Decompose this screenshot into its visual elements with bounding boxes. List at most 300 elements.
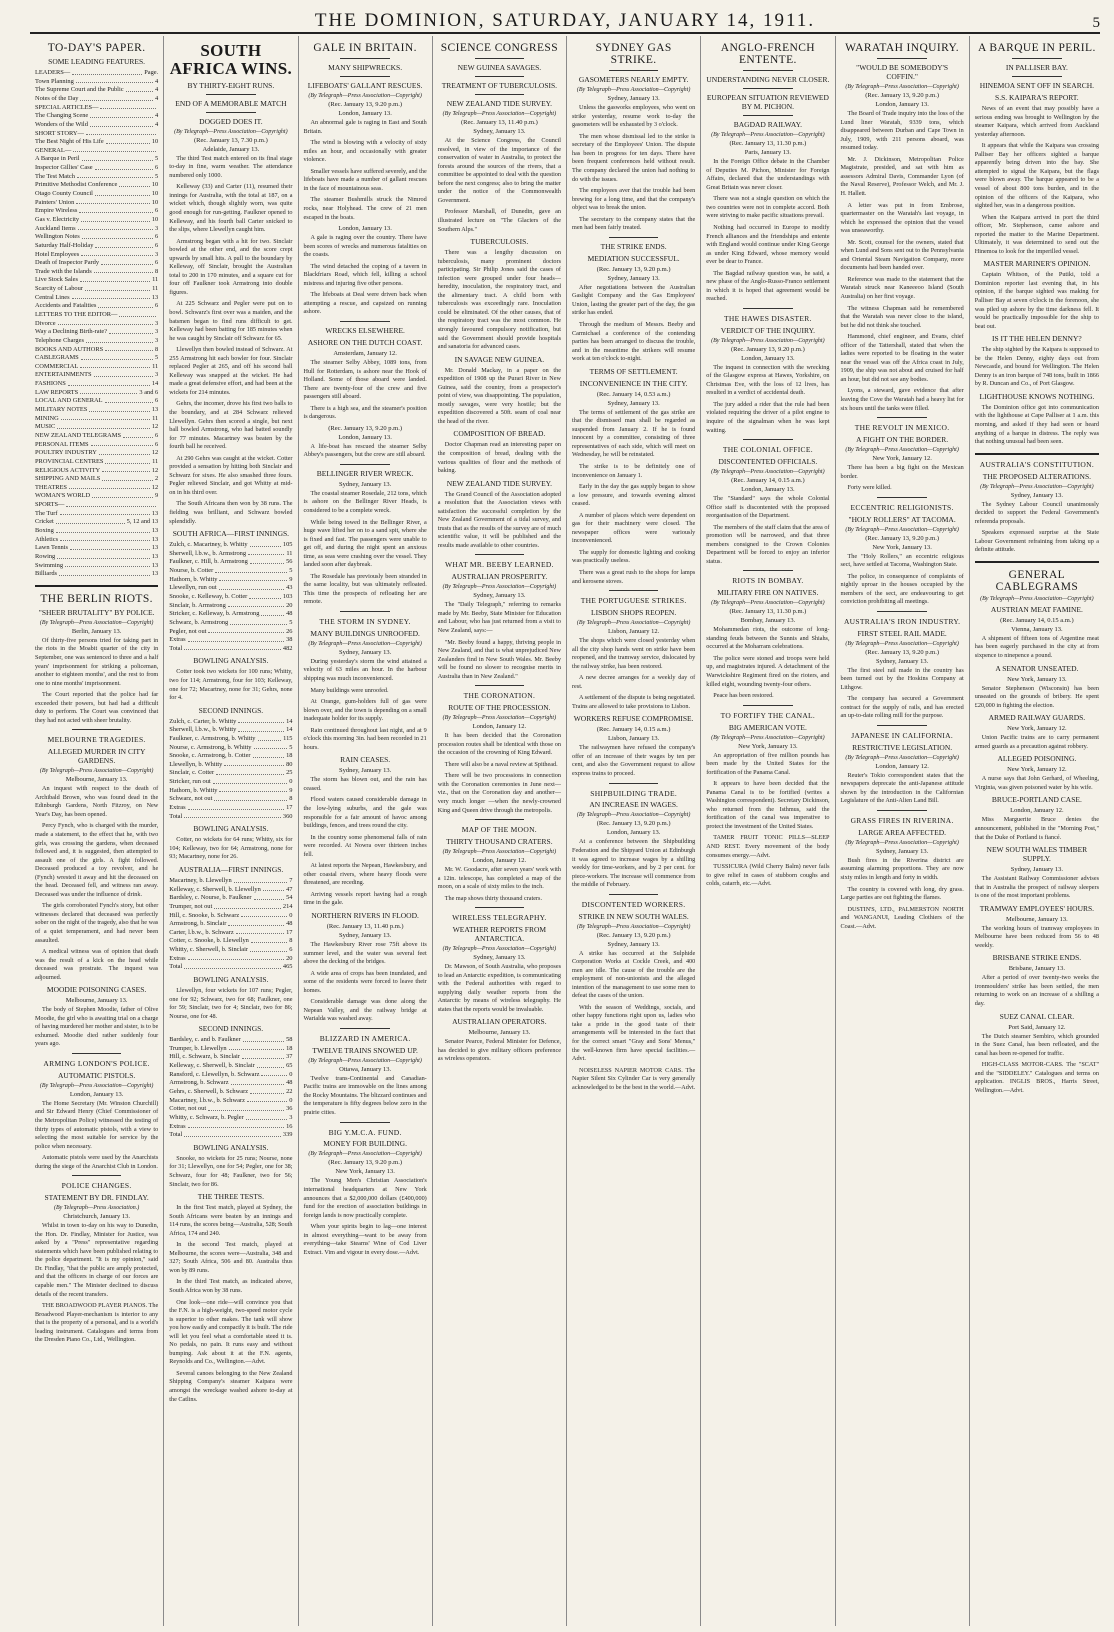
index-row	[35, 570, 158, 579]
newspaper-title: THE DOMINION, SATURDAY, JANUARY 14, 1911.	[314, 10, 816, 31]
subheadline: TRAMWAY EMPLOYEES' HOURS.	[979, 903, 1095, 913]
leader-dots	[238, 718, 284, 724]
index-label: Total	[169, 963, 183, 971]
index-value: 10	[151, 190, 159, 198]
dateline: (Rec. January 14, 0.53 a.m.)	[596, 390, 671, 398]
leader-dots	[95, 190, 150, 196]
dateline: (Rec. January 13, 11.40 p.m.)	[460, 119, 538, 127]
leader-dots	[60, 536, 150, 542]
index-value: 80	[286, 760, 293, 768]
article-paragraph: The Hawkesbury River rose 75ft above its summer level, and the water was several feet above the decking of the bridges.	[303, 941, 427, 966]
divider-rule	[72, 729, 121, 730]
column-1	[30, 36, 164, 1626]
subheadline: SOUTH AFRICA—FIRST INNINGS.	[172, 529, 290, 539]
dateline: (Rec. January 13, 11.30 p.m.)	[729, 140, 807, 148]
article-paragraph: The body of Stephen Moodie, father of Olive Moodie, the girl who is awaiting trial on a charge of having murdered her mother and sister, is to be exhumed. Moodie died rather suddenly four years ago.	[35, 1006, 159, 1048]
dateline: Sydney, January 13.	[1010, 491, 1064, 499]
article-paragraph: Percy Fynch, who is charged with the murder, made a statement, to the effect that he, with two girls, was crossing the gardens, when deceased followed and, it is suggested, then attempted to assault one of the girls. A fight followed. Deceased produced a toy revolver, and he (Fynch) wrested it away and hit the deceased on the head. Deceased fell, and witness ran away. Deceased was under the influence of drink.	[35, 822, 159, 898]
index-label: Hill, c. Snooke, b. Schwarz	[169, 911, 240, 919]
article-paragraph: Mr. Scott, counsel for the owners, stated that when Lund and Sons sent out to the Pennsylvania and Oriental Steam Navigation Company, more documents had been handed over.	[840, 238, 964, 272]
wire-credit: (By Telegraph—Press Association—Copyright)	[174, 128, 288, 135]
index-label: CABLEGRAMS	[35, 354, 79, 362]
subheadline: LISBON SHOPS REOPEN.	[591, 607, 677, 617]
subheadline: GASOMETERS NEARLY EMPTY.	[578, 75, 689, 85]
leader-dots	[251, 937, 287, 943]
index-value: 339	[282, 1131, 293, 1139]
leader-dots	[100, 104, 156, 110]
divider-rule	[1012, 58, 1062, 59]
wire-credit: (By Telegraph—Press Association—Copyright)	[308, 93, 422, 100]
article-paragraph: Cotter took two wickets for 100 runs; Whitty, two for 114; Armstrong, four for 103; Kelleway, one for 72; Macartney, none for 31; Gehrs, none for 4.	[169, 668, 293, 702]
subheadline: NEW ZEALAND TIDE SURVEY.	[446, 478, 552, 488]
index-label: Hill, c. Schwarz, b. Sinclair	[169, 1053, 240, 1061]
article-paragraph: The map shows thirty thousand craters.	[444, 894, 543, 902]
dateline: New York, January 13.	[1007, 675, 1067, 683]
index-value: 54	[286, 894, 293, 902]
article-paragraph: After negotiations between the Australian Gaslight Company and the Gas Employees' Union, lasting the greater part of the day, the gas strike has ended.	[572, 283, 696, 317]
index-row	[169, 1088, 292, 1097]
index-row	[169, 894, 292, 903]
index-label: Notes of the Day	[35, 94, 79, 102]
leader-dots	[81, 354, 153, 360]
dateline: Sydney, January 13.	[1010, 866, 1064, 874]
subheadline: END OF A MEMORABLE MATCH	[175, 98, 287, 108]
index-row	[35, 501, 158, 510]
article-paragraph: It appears that while the Kaipara was crossing Palliser Bay her officers sighted a barque apparently being driven into the bay. She attempted to signal the Kaipara, but the flags were blown away. The barque appeared to be a vessel of about 800 tons burden, and in the opinion of the officers of the Kaipara, who sighted her, was in a dangerous position.	[974, 142, 1099, 210]
index-label: Armstrong, b. Sinclair	[169, 920, 227, 928]
article-paragraph: The girls corroborated Fynch's story, but other witnesses declared that deceased was perfectly sober on the night of the tragedy, also that he was of a quiet temperament, and had never been assaulted.	[35, 902, 159, 944]
article-paragraph: The witness Chapman said he remembered that the Waratah was never close to the island, but he did not think she touched.	[840, 304, 964, 329]
leader-dots	[238, 726, 284, 732]
article-paragraph: Snooke, no wickets for 25 runs; Nourse, none for 31; Llewellyn, one for 54; Pegler, one for 38; Schwarz, four for 48; Faulkner, two for 56; Sinclair, two for 86.	[169, 1154, 293, 1188]
leader-dots	[228, 602, 284, 608]
article-paragraph: The Grand Council of the Association adopted a resolution that the Association views with satisfaction the successful completion by the New Zealand Government of a tidal survey, and trusts that as the results of the survey are of much scientific value, it will be published and the results made available to other countries.	[437, 490, 561, 549]
leader-dots	[123, 432, 153, 438]
index-row	[35, 458, 158, 467]
index-row	[35, 216, 158, 225]
index-value: 11	[152, 285, 159, 293]
index-row	[169, 567, 292, 576]
leader-dots	[80, 276, 150, 282]
leader-dots	[119, 311, 156, 317]
index-value: 13	[151, 561, 159, 569]
index-row	[169, 726, 292, 735]
subheadline: BOWLING ANALYSIS.	[193, 1142, 269, 1152]
index-value: 11	[152, 276, 159, 284]
divider-rule	[975, 561, 1099, 563]
index-value: 8	[289, 795, 293, 803]
leader-dots	[208, 1105, 284, 1111]
index-value: 9	[155, 492, 159, 500]
leader-dots	[254, 744, 288, 750]
article-paragraph: Speakers expressed surprise at the State Labour Government refraining from taking up a definite attitude.	[974, 529, 1099, 554]
index-label: Telephone Charges	[35, 336, 84, 344]
wire-credit: (By Telegraph—Press Association—Copyright)	[442, 848, 557, 855]
dateline: Vienna, January 13.	[1011, 625, 1063, 633]
subheadline: "WOULD BE SOMEBODY'S COFFIN."	[856, 63, 949, 82]
dateline: Sydney, January 13.	[875, 657, 929, 665]
divider-rule	[609, 783, 658, 784]
leader-dots	[250, 946, 287, 952]
headline: SHIPBUILDING TRADE.	[590, 788, 678, 798]
index-row	[169, 1131, 292, 1140]
article-paragraph: Through the medium of Messrs. Beeby and Carmichael a conference of the contending parties has been arranged to discuss the trouble, and in the meantime the strikers will resume work at ten o'clock to-night.	[572, 320, 696, 363]
dateline: Lisbon, January 13.	[607, 735, 660, 743]
index-label: Saturday Half-Holiday	[35, 241, 94, 249]
article-paragraph: News of an event that may possibly have a serious ending was brought to Wellington by the steamer Kaipara, which arrived from Auckland yesterday afternoon.	[974, 105, 1099, 138]
index-label: Nourse, b. Cotter	[169, 567, 214, 575]
index-value: 16	[286, 1122, 293, 1130]
index-value: 13	[151, 406, 159, 414]
index-label: Cricket	[35, 518, 54, 526]
index-value: 10	[151, 138, 159, 146]
index-row	[35, 268, 158, 277]
dateline: Sydney, January 13.	[473, 128, 526, 136]
leader-dots	[231, 1079, 285, 1085]
subheadline: A FIGHT ON THE BORDER.	[856, 434, 949, 444]
divider-rule	[475, 819, 524, 820]
index-value: 2	[155, 475, 159, 483]
article-paragraph: The inquest in connection with the wrecking of the Glasgow express at Hawes, Yorkshire, on Christmas Eve, with the loss of 12 lives, has resulted in a verdict of accidental death.	[706, 363, 830, 397]
subheadline: NORTHERN RIVERS IN FLOOD.	[311, 911, 419, 921]
headline: MELBOURNE TRAGEDIES.	[47, 735, 146, 745]
index-label: The Test Match	[35, 172, 75, 180]
index-label: Zulch, c. Macartney, b. Whitty	[169, 541, 248, 549]
dateline: Sydney, January 13.	[473, 954, 526, 962]
index-row	[169, 558, 292, 567]
index-row	[169, 937, 292, 946]
headline: BIG Y.M.C.A. FUND.	[328, 1127, 402, 1137]
subheadline: UNDERSTANDING NEVER CLOSER.	[706, 75, 830, 85]
wire-credit: (By Telegraph—Press Association—Copyright)	[711, 734, 825, 741]
index-label: Total	[169, 644, 183, 652]
index-row	[169, 541, 292, 550]
index-label: Kelleway, c. Sherwell, b. Sinclair	[169, 1062, 255, 1070]
dateline: London, January 12.	[472, 723, 527, 731]
index-label: Live Stock Sales	[35, 276, 78, 284]
leader-dots	[248, 550, 284, 556]
article-paragraph: An appropriation of five million pounds has been made by the United States for the fortification of the Panama Canal.	[706, 751, 830, 776]
subheadline: A SENATOR UNSEATED.	[995, 663, 1079, 673]
article-paragraph: Professor Marshall, of Dunedin, gave an illustrated lecture on "The Glaciers of the Southern Alps."	[437, 208, 561, 233]
headline: THE BERLIN RIOTS.	[40, 592, 153, 605]
dateline: Sydney, January 13.	[875, 847, 929, 855]
index-value: 37	[286, 1053, 293, 1061]
article-paragraph: Armstrong began with a hit for two. Sinclair bowled at the other end, and the score crept upwards by small hits. A pull to the boundary by Kelleway, off Sinclair, brought the Australian total to 200 in 170 minutes, and a square cut for four off Faulkner took Armstrong into double figures.	[169, 237, 293, 296]
leader-dots	[106, 138, 150, 144]
index-row	[35, 371, 158, 380]
headline: ARMING LONDON'S POLICE.	[43, 1059, 150, 1069]
article-paragraph: The storm has blown out, and the rain has ceased.	[303, 776, 427, 792]
article-paragraph: DUSTIN'S, LTD., PALMERSTON NORTH and WANGANUI, Leading Clothiers of the Coast.—Advt.	[840, 905, 964, 930]
index-label: Swimming	[35, 561, 64, 569]
subheadline: SECOND INNINGS.	[198, 705, 264, 715]
index-label: NEW ZEALAND TELEGRAMS	[35, 431, 122, 439]
leader-dots	[109, 328, 153, 334]
index-label: Carter, l.b.w., b. Schwarz	[169, 928, 234, 936]
index-value: 38	[286, 636, 293, 644]
article-paragraph: The employees aver that the trouble had been brewing for a long time, and that the company's object was to break the union.	[572, 187, 696, 212]
subheadline: NEW ZEALAND TIDE SURVEY.	[446, 99, 552, 109]
index-row	[169, 1105, 292, 1114]
leader-dots	[224, 761, 284, 767]
index-value: 5	[155, 172, 159, 180]
article-paragraph: Mr. Donald Mackay, in a paper on the expedition of 1908 up the Purari River in New Guinea, said the country, from a prospector's point of view, was disappointing. The population, mostly savages, were very hostile; but the expedition discovered a 50ft. seam of coal near the head of the river.	[437, 366, 561, 425]
leader-dots	[229, 1045, 284, 1051]
divider-rule	[609, 590, 658, 591]
dateline: London, January 13.	[338, 110, 392, 118]
headline: THE COLONIAL OFFICE.	[722, 445, 813, 455]
leader-dots	[214, 903, 281, 909]
index-label: Hathorn, b. Whitty	[169, 786, 218, 794]
subheadline: THIRTY THOUSAND CRATERS.	[446, 836, 553, 846]
index-row	[169, 1097, 292, 1106]
dateline: (Rec. January 13, 9.20 p.m.)	[328, 424, 403, 432]
leader-dots	[219, 576, 287, 582]
wire-credit: (By Telegraph—Press Association—Copyright)	[845, 446, 959, 453]
dateline: Christchurch, January 13.	[63, 1213, 131, 1221]
index-value: 13	[151, 509, 159, 517]
index-value: 48	[286, 1079, 293, 1087]
article-paragraph: The wind detached the coping of a tavern in Blackfriars Road, which fell, killing a school mistress and injuring five other persons.	[303, 262, 427, 287]
index-value: 5	[289, 567, 293, 575]
index-value: 9	[289, 575, 293, 583]
leader-dots	[72, 294, 150, 300]
divider-rule	[340, 464, 389, 465]
index-label: Pegler, not out	[169, 627, 207, 635]
index-row	[169, 795, 292, 804]
headline: TO FORTIFY THE CANAL.	[720, 710, 816, 720]
subheadline: LIGHTHOUSE KNOWS NOTHING.	[979, 391, 1095, 401]
index-label: Faulkner, c. Hill, b. Armstrong	[169, 558, 248, 566]
article-paragraph: In the third Test match, as indicated above, South Africa won by 38 runs.	[169, 1278, 293, 1294]
article-paragraph: The lifeboats at Deal were driven back when attempting a rescue, and capsized on running ashore.	[303, 291, 427, 316]
index-value: 103	[282, 592, 293, 600]
index-label: Hathorn, b. Whitty	[169, 575, 218, 583]
index-row	[169, 718, 292, 727]
index-label: MINING	[35, 414, 59, 422]
article-paragraph: At the Science Congress, the Council resolved, in view of the importance of the conservation of water in Australia, to protect the forests around the sources of the rivers, that a committee be appointed to deal with the question before the next congress; also to bring the matter under the notice of the Commonwealth Government.	[437, 137, 561, 204]
leader-dots	[58, 320, 153, 326]
article-paragraph: There was a lengthy discussion on tuberculosis, many prominent doctors participating. Sir Philip Jones said the cases of infection were grouped under four heads—heredity, inoculation, the respiratory tract, and the alimentary tract. A child born with tuberculosis was exceedingly rare. Inoculation could be eliminated. Of the other causes, that of the respiratory tract was the most common. He strongly favoured compulsory notification, but said the Government should provide hospitals and sanatoria for advanced cases.	[437, 249, 561, 351]
index-row	[35, 112, 158, 121]
index-row	[35, 233, 158, 242]
index-label: Schwarz, b. Armstrong	[169, 618, 229, 626]
index-value: 48	[286, 610, 293, 618]
subheadline: MANY SHIPWRECKS.	[328, 63, 403, 73]
leader-dots	[81, 251, 153, 257]
article-paragraph: The Dutch steamer Sembiro, which grounded in the Suez Canal, has been refloated, and the canal has been re-opened for traffic.	[974, 1032, 1099, 1057]
leader-dots	[261, 610, 284, 616]
subheadline: THE THREE TESTS.	[197, 1192, 264, 1202]
index-value: 47	[286, 885, 293, 893]
index-value: 20	[286, 954, 293, 962]
leader-dots	[230, 619, 287, 625]
subheadline: HINEMOA SENT OFF IN SEARCH.	[979, 81, 1094, 91]
article-paragraph: At Orange, gum-holders full of gas were blown over, and the town is depending on a small inadequate holder for its supply.	[303, 698, 427, 723]
divider-rule	[609, 894, 658, 895]
divider-rule	[743, 308, 792, 309]
index-value: 105	[282, 541, 293, 549]
article-paragraph: The Assistant Railway Commissioner advises that in Australia the prospect of railway sleepers is one of the most important problems.	[974, 875, 1099, 900]
headline: THE REVOLT IN MEXICO.	[854, 423, 950, 433]
dateline: London, January 13.	[741, 486, 795, 493]
wire-credit: (By Telegraph—Press Association—Copyright)	[39, 1082, 154, 1089]
index-row	[35, 190, 158, 199]
article-paragraph: At 225 Schwarz and Pegler were put on to bowl. Schwarz's first over was a maiden, and the batsmen began to find runs difficult to get. Kelleway had been batting for 185 minutes when he was caught by Sinclair off Schwarz for 65.	[169, 300, 293, 342]
article-paragraph: A settlement of the dispute is being negotiated. Trains are allowed to take provisions to Lisbon.	[572, 694, 696, 710]
index-row	[35, 86, 158, 95]
headline: SYDNEY GAS STRIKE.	[595, 42, 672, 67]
dateline: Melbourne, January 13.	[468, 1029, 531, 1037]
wire-credit: (By Telegraph—Press Association—Copyright)	[845, 84, 959, 91]
index-value: Page.	[144, 69, 159, 77]
index-row	[169, 912, 292, 921]
headline: WHAT MR. BEEBY LEARNED.	[444, 560, 554, 570]
subheadline: ARMED RAILWAY GUARDS.	[988, 713, 1086, 723]
headline: THE HAWES DISASTER.	[723, 313, 812, 323]
leader-dots	[94, 371, 153, 377]
index-value: 4	[155, 120, 159, 128]
dateline: Melbourne, January 13.	[1006, 915, 1068, 923]
index-row	[35, 406, 158, 415]
leader-dots	[246, 1114, 288, 1120]
index-value: 3	[155, 371, 159, 379]
article-paragraph: There was not a single question on which the two countries were not in complete accord. Both were striving to make pacific situations prevail.	[706, 195, 830, 220]
dateline: London, January 12.	[875, 762, 929, 770]
article-paragraph: Automatic pistols were used by the Anarchists during the siege of the Anarchist Club in London.	[35, 1154, 159, 1170]
index-row	[169, 576, 292, 585]
headline: ANGLO-FRENCH ENTENTE.	[720, 42, 815, 67]
subheadline: S.S. KAIPARA'S REPORT.	[995, 93, 1079, 103]
article-paragraph: A number of places which were dependent on gas for their machinery were closed. The newspaper offices were variously inconvenienced.	[572, 511, 696, 545]
article-paragraph: THE BROADWOOD PLAYER PIANOS. The Broadwood Player-mechanism is interior to any that is the property of a personal, and is a world's leading instrument. Catalogues and terms from the Dresden Piano Co., Ltd., Wellington.	[35, 1302, 159, 1344]
index-row	[35, 285, 158, 294]
index-label: Painters' Union	[35, 198, 75, 206]
subheadline: COMPOSITION OF BREAD.	[453, 429, 546, 439]
index-row	[35, 441, 158, 450]
article-paragraph: Cotter, no wickets for 64 runs; Whitty, six for 104; Kelleway, two for 64; Armstrong, none for 93; Macartney, none for 26.	[169, 836, 293, 861]
leader-dots	[254, 894, 285, 900]
article-paragraph: Nothing had occurred in Europe to modify French alliances and the friendships and entente with England would continue under King George as under King Edward, whose memory would ever be dear to France.	[706, 223, 830, 266]
leader-dots	[188, 636, 285, 642]
article-paragraph: The police were stoned and troops were held up, and magistrates injured. A detachment of the Warwickshire Regiment fired on the rioters, and killed eight, wounding twenty-four others.	[706, 654, 830, 688]
article-paragraph: The "Standard" says the whole Colonial Office staff is discontented with the proposed reorganisation of the Department.	[706, 495, 830, 520]
index-row	[169, 1123, 292, 1132]
index-row	[35, 363, 158, 372]
dateline: (Rec. January 13, 9.20 p.m.)	[328, 1159, 403, 1167]
dateline: (Rec. January 13, 9.20 p.m.)	[596, 820, 671, 828]
index-value: 6	[155, 397, 159, 405]
article-paragraph: NOISELESS NAPIER MOTOR CARS. The Napier Silent Six Cylinder Car is very generally acknowledged to be the best in the world.—Advt.	[572, 1066, 696, 1091]
headline: AUSTRALIA'S CONSTITUTION.	[979, 459, 1094, 469]
index-row	[35, 138, 158, 147]
article-paragraph: Reference was made to the statement that the Waratah struck near Kaneeeoo Island (South Australia) on her first voyage.	[840, 275, 964, 300]
article-paragraph: Senator Pearce, Federal Minister for Defence, has decided to give military officers preference as wireless operators.	[437, 1038, 561, 1063]
index-label: Whitty, c. Schwarz, b. Pegler	[169, 1113, 244, 1121]
article-paragraph: The Dominion office got into communication with the lighthouse at Cape Palliser at 1 a.m. this morning, and asked if they had seen or heard anything of a barque in distress. The reply was that nothing unusual had been seen.	[974, 403, 1099, 446]
dateline: London, January 13.	[741, 354, 795, 362]
index-row	[169, 628, 292, 637]
article-paragraph: A strike has occurred at the Sulphide Corporation Works at Cockle Creek, and 400 men are idle. The cause of the trouble are the employment of non-unionists and the alleged intention of the management to use some men to defeat the cases of the union.	[572, 949, 696, 1000]
article-paragraph: Llewellyn, four wickets for 107 runs; Pegler, one for 92; Schwarz, two for 68; Faulkner, one for 59; Sinclair, two for 4; Sinclair, two for 86; Nourse, one for 48.	[169, 987, 293, 1020]
leader-dots	[94, 268, 153, 274]
leader-dots	[76, 199, 150, 205]
leader-dots	[214, 795, 287, 801]
subheadline: BRUCE-PORTLAND CASE.	[991, 795, 1082, 805]
index-label: Zulch, c. Carter, b. Whitty	[169, 717, 237, 725]
article-paragraph: There has been a big fight on the Mexican border.	[840, 463, 964, 480]
leader-dots	[82, 233, 153, 239]
dateline: (Rec. January 13, 9.20 p.m.)	[865, 648, 940, 656]
leader-dots	[86, 130, 156, 136]
wire-credit: (By Telegraph—Press Association—Copyright)	[845, 526, 959, 533]
index-value: 3 and 6	[139, 388, 159, 396]
index-row	[35, 155, 158, 164]
leader-dots	[250, 1088, 284, 1094]
index-row	[35, 207, 158, 216]
article-paragraph: During yesterday's storm the wind attained a velocity of 63 miles an hour. In the harbour shipping was much inconvenienced.	[303, 657, 427, 682]
index-label: The Changing Scene	[35, 112, 89, 120]
index-row	[35, 121, 158, 130]
index-row	[169, 584, 292, 593]
article-paragraph: Early in the day the gas supply began to show a low pressure, and towards evening almost ceased.	[572, 483, 696, 508]
subheadline: RAIN CEASES.	[340, 755, 391, 765]
headline: JAPANESE IN CALIFORNIA.	[851, 730, 954, 740]
dateline: Berlin, January 13.	[71, 627, 122, 635]
index-label: Rowing	[35, 552, 56, 560]
index-label: Extras	[169, 804, 186, 812]
index-row	[169, 636, 292, 645]
leader-dots	[80, 95, 153, 101]
article-paragraph: The country is covered with long, dry grass. Large parties are out fighting the flames.	[840, 885, 964, 902]
index-row	[35, 389, 158, 398]
index-row	[169, 744, 292, 753]
index-row	[35, 518, 158, 527]
index-label: Athletics	[35, 535, 59, 543]
leader-dots	[228, 920, 284, 926]
subheadline: IN SAVAGE NEW GUINEA.	[454, 354, 545, 364]
article-paragraph: The Board of Trade inquiry into the loss of the Lund liner Waratah, 9339 tons, which disappeared between Durban and Cape Town in July, 1909, with 211 persons aboard, was resumed today.	[840, 110, 964, 152]
leader-dots	[184, 1131, 281, 1137]
subheadline: TWELVE TRAINS SNOWED UP.	[312, 1045, 418, 1055]
index-label: Primitive Methodist Conference	[35, 181, 118, 189]
leader-dots	[56, 527, 150, 533]
index-row	[35, 423, 158, 432]
index-row	[35, 69, 158, 78]
article-paragraph: In the first Test match, played at Sydney, the South Africans were beaten by an innings and 114 runs, the scores being—Australia, 528; South Africa, 174 and 240.	[169, 1204, 293, 1237]
subheadline: AUSTRALIAN PROSPERITY.	[451, 572, 548, 582]
leader-dots	[102, 467, 150, 473]
index-label: Sinclair, b. Armstrong	[169, 601, 226, 609]
headline: WARATAH INQUIRY.	[845, 42, 960, 54]
headline: ECCENTRIC RELIGIONISTS.	[850, 502, 954, 512]
leader-dots	[65, 562, 150, 568]
subheadline: RESTRICTIVE LEGISLATION.	[852, 742, 953, 752]
article-paragraph: With the season of Weddings, socials, and other happy functions right upon us, ladies who take a pride in the good taste of their arrangements will be interested in the fact that for the correct smart "Gray and Sons' Menus," the well-known firm have special facilities.—Advt.	[572, 1003, 696, 1063]
subheadline: ASHORE ON THE DUTCH COAST.	[307, 338, 423, 347]
article-paragraph: Reuter's Tokio correspondent states that the newspapers deprecate the anti-Japanese attitude shown by the introduction in the Californian Legislature of the Anti-Alien Land Bill.	[840, 771, 964, 805]
wire-credit: (By Telegraph—Press Association—Copyright)	[576, 923, 691, 930]
dateline: Brisbane, January 13.	[1008, 965, 1066, 973]
index-value: 8	[289, 937, 293, 945]
index-value: 18	[286, 752, 293, 760]
article-paragraph: Considerable damage was done along the Nepean Valley, and the railway bridge at Warialda was washed away.	[303, 998, 427, 1023]
subheadline: BELLINGER RIVER WRECK.	[316, 468, 414, 478]
index-value: 5	[155, 354, 159, 362]
subheadline: MOODIE POISONING CASES.	[46, 985, 147, 995]
index-label: Ransford, c. Llewellyn, b. Schwarz	[169, 1070, 260, 1078]
